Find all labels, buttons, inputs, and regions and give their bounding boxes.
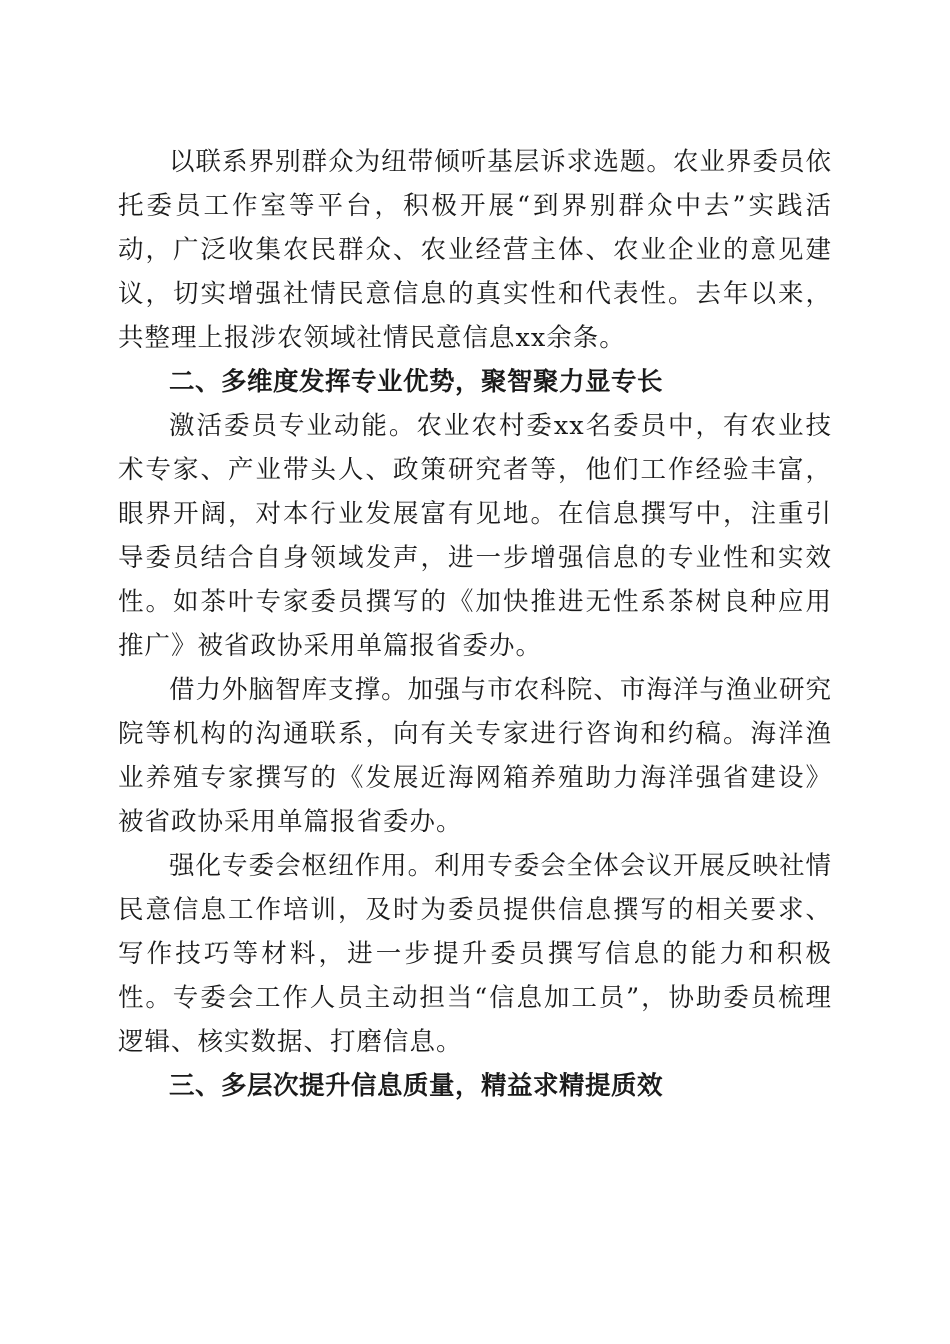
paragraph-member-expertise: 激活委员专业动能。农业农村委xx名委员中，有农业技术专家、产业带头人、政策研究者等，他们工作经验丰富，眼界开阔，对本行业发展富有见地。在信息撰写中，注重引导委员结合自身领域发声，进一步增强信息的专业性和实效性。如茶叶专家委员撰写的《加快推进无性系茶树良种应用推广》被省政协采用单篇报省委办。 <box>118 411 832 661</box>
paragraph-external-think-tank: 借力外脑智库支撑。加强与市农科院、市海洋与渔业研究院等机构的沟通联系，向有关专家进行咨询和约稿。海洋渔业养殖专家撰写的《发展近海网箱养殖助力海洋强省建设》被省政协采用单篇报省委办。 <box>118 675 832 837</box>
section-heading-3: 三、多层次提升信息质量，精益求精提质效 <box>169 1071 664 1101</box>
paragraph-topic-selection: 以联系界别群众为纽带倾听基层诉求选题。农业界委员依托委员工作室等平台，积极开展“到界别群众中去”实践活动，广泛收集农民群众、农业经营主体、农业企业的意见建议，切实增强社情民意信息的真实性和代表性。去年以来，共整理上报涉农领域社情民意信息xx余条。 <box>118 147 832 353</box>
paragraph-committee-hub: 强化专委会枢纽作用。利用专委会全体会议开展反映社情民意信息工作培训，及时为委员提供信息撰写的相关要求、写作技巧等材料，进一步提升委员撰写信息的能力和积极性。专委会工作人员主动担当“信息加工员”，协助委员梳理逻辑、核实数据、打磨信息。 <box>118 851 832 1057</box>
document-body <box>118 140 832 1108</box>
section-heading-2: 二、多维度发挥专业优势，聚智聚力显专长 <box>169 367 664 397</box>
